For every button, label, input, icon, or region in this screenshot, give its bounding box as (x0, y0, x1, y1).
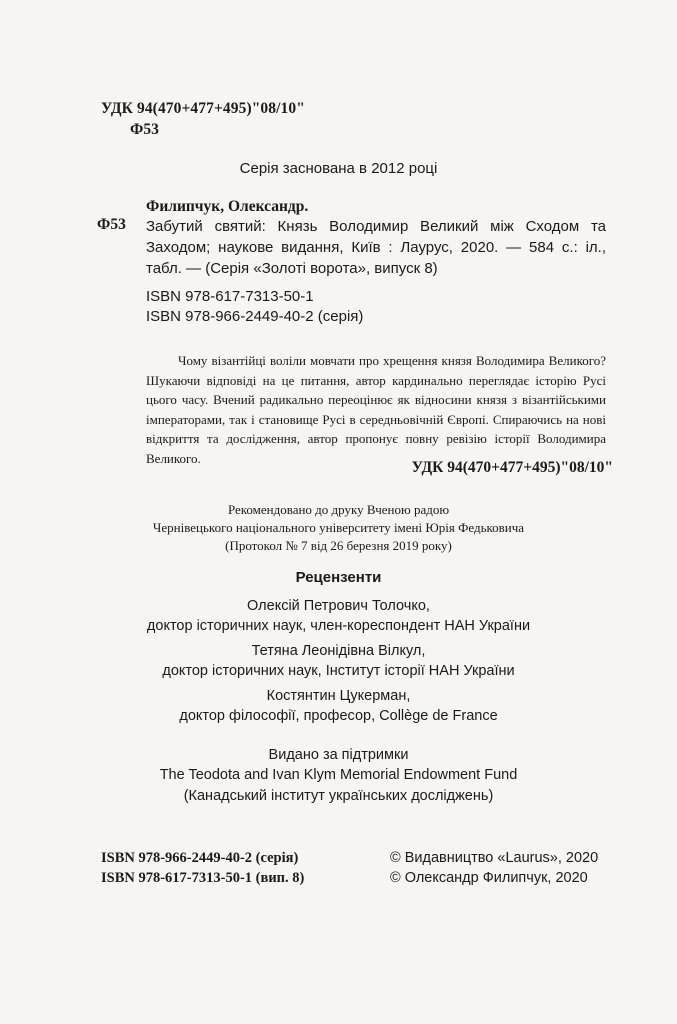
author-heading: Филипчук, Олександр. (146, 198, 309, 215)
recommendation-line-3: (Протокол № 7 від 26 березня 2019 року) (225, 538, 452, 553)
isbn-line-2: ISBN 978-966-2449-40-2 (серія) (146, 308, 364, 325)
support-line-2: The Teodota and Ivan Klym Memorial Endowment Fund (159, 767, 518, 783)
reviewer-2-name: Тетяна Леонідівна Вілкул, (251, 643, 426, 659)
udk-code-right: УДК 94(470+477+495)"08/10" (411, 459, 613, 476)
reviewer-3-role: доктор філософії, професор, Collège de France (179, 708, 498, 724)
recommendation-line-1: Рекомендовано до друку Вченою радою (227, 502, 450, 517)
reviewer-2-role: доктор історичних наук, Інститут історії НАН України (162, 663, 515, 679)
udk-code-top: УДК 94(470+477+495)"08/10" (101, 100, 305, 117)
recommendation-line-2: Чернівецького національного університету імені Юрія Федьковича (152, 520, 525, 535)
author-mark: Ф53 (97, 216, 126, 233)
reviewer-1-role: доктор історичних наук, член-кореспондент НАН України (146, 618, 531, 634)
copyright-publisher: © Видавництво «Laurus», 2020 (390, 850, 599, 866)
support-line-3: (Канадський інститут українських досліджень) (183, 788, 494, 804)
isbn-issue-bottom: ISBN 978-617-7313-50-1 (вип. 8) (101, 870, 305, 886)
reviewer-1-name: Олексій Петрович Толочко, (247, 598, 430, 614)
bibliographic-description: Забутий святий: Князь Володимир Великий між Сходом та Заходом; наукове видання, Київ : Лаурус, 2020. — 584 с.: іл., табл. — (Серія «Золоті ворота», випуск 8) (146, 218, 606, 277)
copyright-author: © Олександр Филипчук, 2020 (390, 870, 588, 886)
reviewers-title: Рецензенти (295, 569, 382, 586)
isbn-line-1: ISBN 978-617-7313-50-1 (146, 288, 314, 305)
abstract-paragraph: Чому візантійці воліли мовчати про хрещення князя Володимира Великого? Шукаючи відповіді на це питання, автор кардинально переглядає історію Русі цього часу. Вчений радикально переоцінює як відносини князя з візантійськими імператорами, так і становище Русі в середньовічній Європі. Спираючись на нові відкриття та дослідження, автор пропонує повну ревізію історії Володимира Великого. (146, 353, 606, 466)
support-line-1: Видано за підтримки (268, 747, 409, 763)
series-note: Серія заснована в 2012 році (239, 160, 438, 177)
isbn-series-bottom: ISBN 978-966-2449-40-2 (серія) (101, 850, 299, 866)
reviewer-3-name: Костянтин Цукерман, (266, 688, 411, 704)
bbk-index-top: Ф53 (130, 121, 159, 138)
